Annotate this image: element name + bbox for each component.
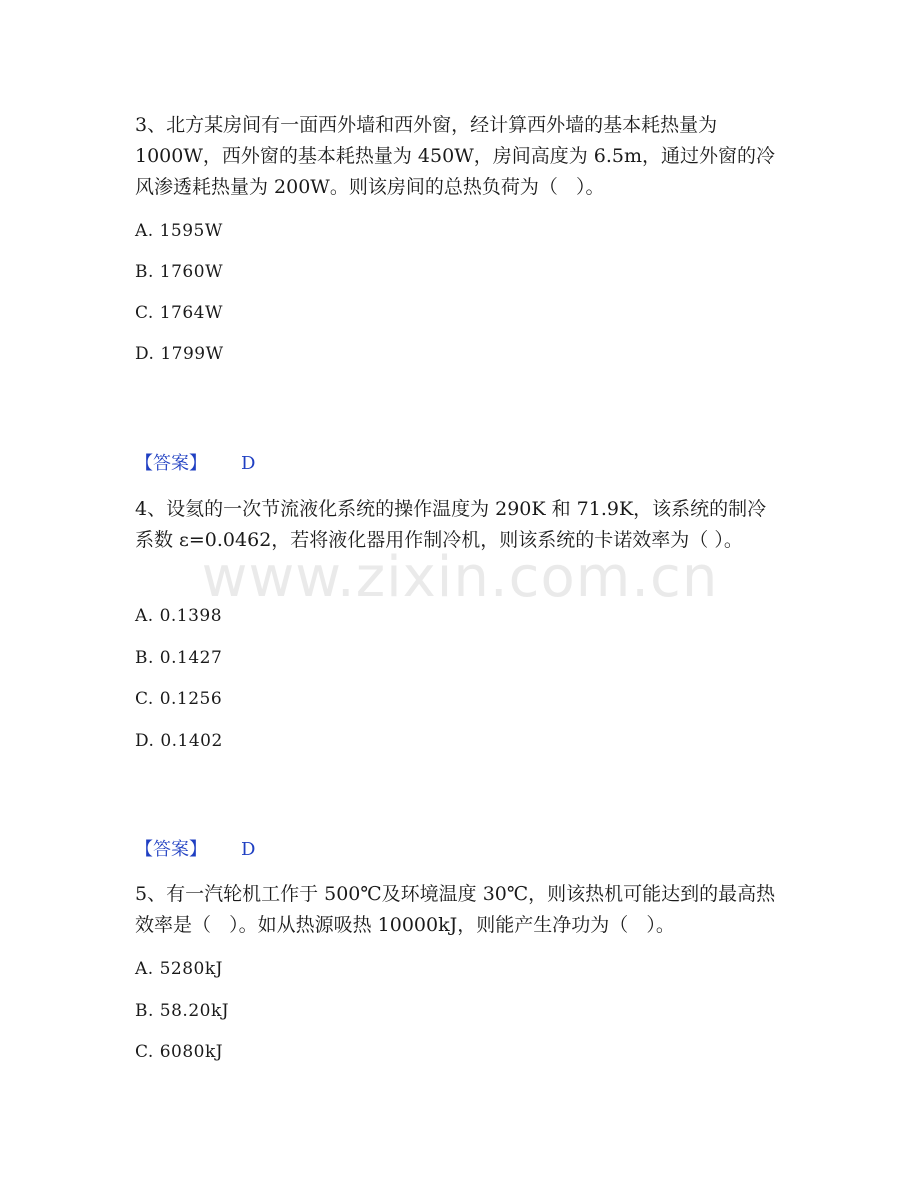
question-4-option-b: B. 0.1427 [135, 648, 223, 668]
question-5-option-a: A. 5280kJ [135, 959, 223, 979]
watermark: www.zixin.com.cn [201, 545, 719, 610]
question-3-option-c: C. 1764W [135, 303, 223, 323]
question-3-answer [135, 452, 255, 476]
question-5-option-b: B. 58.20kJ [135, 1001, 230, 1021]
question-3-option-d: D. 1799W [135, 344, 224, 364]
question-3-option-a: A. 1595W [135, 221, 223, 241]
question-5-option-c: C. 6080kJ [135, 1042, 224, 1062]
question-4-text: 4、设氦的一次节流液化系统的操作温度为 290K 和 71.9K，该系统的制冷系数 ε=0.0462，若将液化器用作制冷机，则该系统的卡诺效率为（ ）。 [135, 498, 767, 551]
answer-value: D [241, 839, 256, 860]
answer-label: 【答案】 [135, 839, 207, 860]
question-4-option-c: C. 0.1256 [135, 689, 223, 709]
question-5 [135, 879, 785, 941]
question-3 [135, 110, 785, 203]
question-4 [135, 494, 785, 556]
question-4-option-d: D. 0.1402 [135, 731, 223, 751]
question-3-text: 3、北方某房间有一面西外墙和西外窗，经计算西外墙的基本耗热量为1000W，西外窗的基本耗热量为 450W，房间高度为 6.5m，通过外窗的冷风渗透耗热量为 200W。则该房间的总热负荷为（ ）。 [135, 114, 775, 198]
question-3-option-b: B. 1760W [135, 262, 224, 282]
question-5-text: 5、有一汽轮机工作于 500℃及环境温度 30℃，则该热机可能达到的最高热效率是（ ）。如从热源吸热 10000kJ，则能产生净功为（ ）。 [135, 883, 776, 936]
question-4-option-a: A. 0.1398 [135, 606, 223, 626]
question-4-answer [135, 838, 255, 862]
answer-label: 【答案】 [135, 453, 207, 474]
answer-value: D [241, 453, 256, 474]
